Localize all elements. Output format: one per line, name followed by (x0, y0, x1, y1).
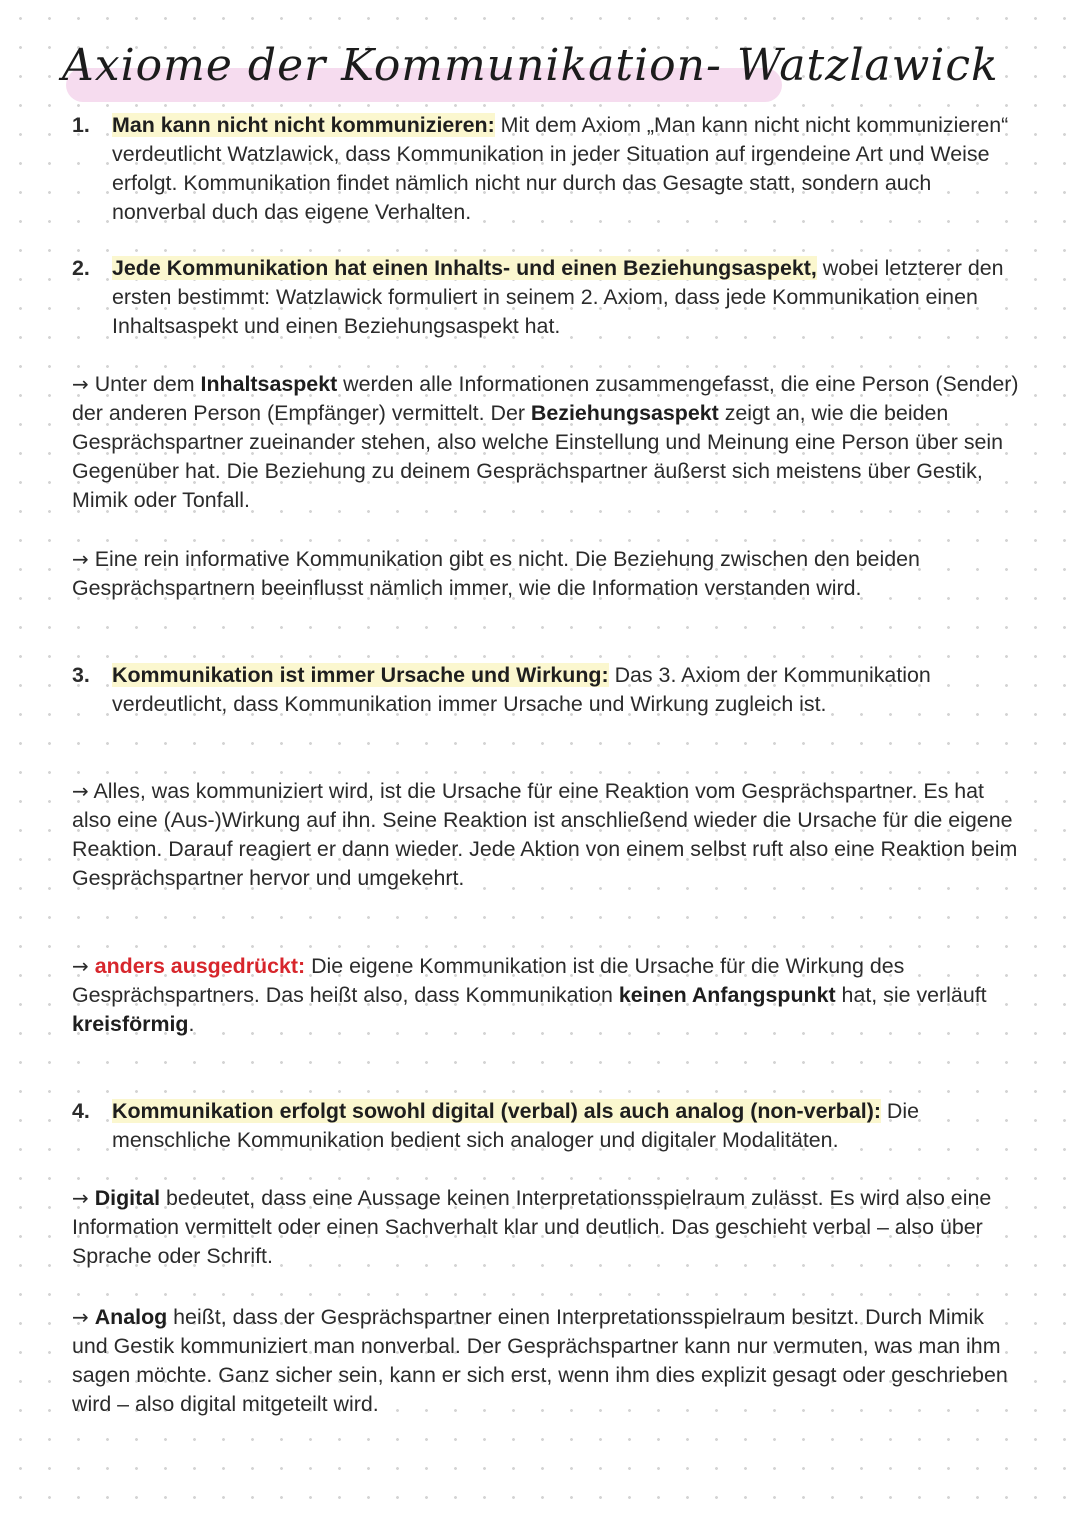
paragraph-text: . (188, 1012, 195, 1036)
arrow-icon: → (72, 547, 89, 571)
paragraph-text: Unter dem (88, 372, 201, 396)
paragraph-inhaltsaspekt (72, 370, 1022, 515)
arrow-icon: → (72, 779, 89, 803)
paragraph-text: werden alle Informationen zusammengefasst, die eine Person (Sender) der anderen Person (Empfänger) vermittelt. Der (72, 372, 1019, 425)
axiom-number: 3. (72, 663, 90, 687)
axiom-content (112, 661, 1012, 719)
axiom-heading: Kommunikation erfolgt sowohl digital (verbal) als auch analog (non-verbal): (112, 1099, 881, 1123)
axiom-3 (72, 661, 1012, 719)
red-highlight-text: anders ausgedrückt: (94, 954, 306, 978)
paragraph-text: Eine rein informative Kommunikation gibt es nicht. Die Beziehung zwischen den beiden Gesprächspartnern beeinflusst nämlich immer, wie die Information verstanden wird. (72, 547, 920, 600)
paragraph-text: Die eigene Kommunikation ist die Ursache für die Wirkung des Gesprächspartners. Das heißt also, dass Kommunikation (72, 954, 905, 1007)
axiom-text: Die menschliche Kommunikation bedient sich analoger und digitaler Modalitäten. (112, 1099, 919, 1152)
axiom-text: Mit dem Axiom „Man kann nicht nicht kommunizieren“ verdeutlicht Watzlawick, dass Kommunikation in jeder Situation auf irgendeine Art und Weise erfolgt. Kommunikation findet nämlich nicht nur durch das Gesagte statt, sondern auch nonverbal duch das eigene Verhalten. (112, 113, 1009, 224)
paragraph-analog (72, 1303, 1022, 1419)
title-area (62, 38, 999, 108)
bold-term: kreisförmig (72, 1012, 189, 1036)
arrow-icon: → (72, 954, 89, 978)
arrow-icon: → (72, 1305, 89, 1329)
axiom-text: wobei letzterer den ersten bestimmt: Watzlawick formuliert in seinem 2. Axiom, dass jede Kommunikation einen Inhaltsaspekt und einen Beziehungsaspekt hat. (112, 256, 1004, 338)
axiom-4 (72, 1097, 1012, 1155)
paragraph-text: Alles, was kommuniziert wird, ist die Ursache für eine Reaktion vom Gesprächspartner. Es hat also eine (Aus-)Wirkung auf ihn. Seine Reaktion ist anschließend wieder die Ursache für die eigene Reaktion. Darauf reagiert er dann wieder. Jede Aktion von einem selbst ruft also eine Reaktion beim Gesprächspartner hervor und umgekehrt. (72, 779, 1018, 890)
paragraph-text: zeigt an, wie die beiden Gesprächspartner zueinander stehen, also welche Einstellung und Meinung eine Person über sein Gegenüber hat. Die Beziehung zu deinem Gesprächspartner äußerst sich meistens über Gestik, Mimik oder Tonfall. (72, 401, 1004, 512)
axiom-number: 2. (72, 256, 90, 280)
bold-term: keinen Anfangspunkt (618, 983, 836, 1007)
axiom-heading: Jede Kommunikation hat einen Inhalts- und einen Beziehungsaspekt, (112, 256, 817, 280)
page-title: Axiome der Kommunikation- Watzlawick (62, 40, 999, 91)
paragraph-digital (72, 1184, 1022, 1271)
paragraph-text: bedeutet, dass eine Aussage keinen Interpretationsspielraum zulässt. Es wird also eine Information vermittelt oder einen Sachverhalt klar und deutlich. Das geschieht verbal – also über Sprache oder Schrift. (72, 1186, 992, 1268)
bold-term: Beziehungsaspekt (530, 401, 719, 425)
paragraph-text: hat, sie verläuft (835, 983, 987, 1007)
axiom-heading: Man kann nicht nicht kommunizieren: (112, 113, 495, 137)
paragraph-anders (72, 952, 1022, 1039)
axiom-content (112, 111, 1012, 227)
axiom-text: Das 3. Axiom der Kommunikation verdeutlicht, dass Kommunikation immer Ursache und Wirkung zugleich ist. (112, 663, 931, 716)
axiom-number: 4. (72, 1099, 90, 1123)
bold-term: Digital (94, 1186, 161, 1210)
bold-term: Inhaltsaspekt (200, 372, 338, 396)
axiom-1 (72, 111, 1012, 227)
axiom-2 (72, 254, 1012, 341)
axiom-heading: Kommunikation ist immer Ursache und Wirkung: (112, 663, 609, 687)
paragraph-informativ (72, 545, 1022, 603)
arrow-icon: → (72, 372, 89, 396)
paragraph-text: heißt, dass der Gesprächspartner einen Interpretationsspielraum besitzt. Durch Mimik und Gestik kommuniziert man nonverbal. Der Gesprächspartner kann nur vermuten, was man ihm sagen möchte. Ganz sicher sein, kann er sich erst, wenn ihm dies explizit gesagt oder geschrieben wird – also digital mitgeteilt wird. (72, 1305, 1008, 1416)
paragraph-ursache (72, 777, 1022, 893)
bold-term: Analog (94, 1305, 168, 1329)
axiom-content (112, 1097, 1012, 1155)
axiom-number: 1. (72, 113, 90, 137)
axiom-content (112, 254, 1012, 341)
arrow-icon: → (72, 1186, 89, 1210)
